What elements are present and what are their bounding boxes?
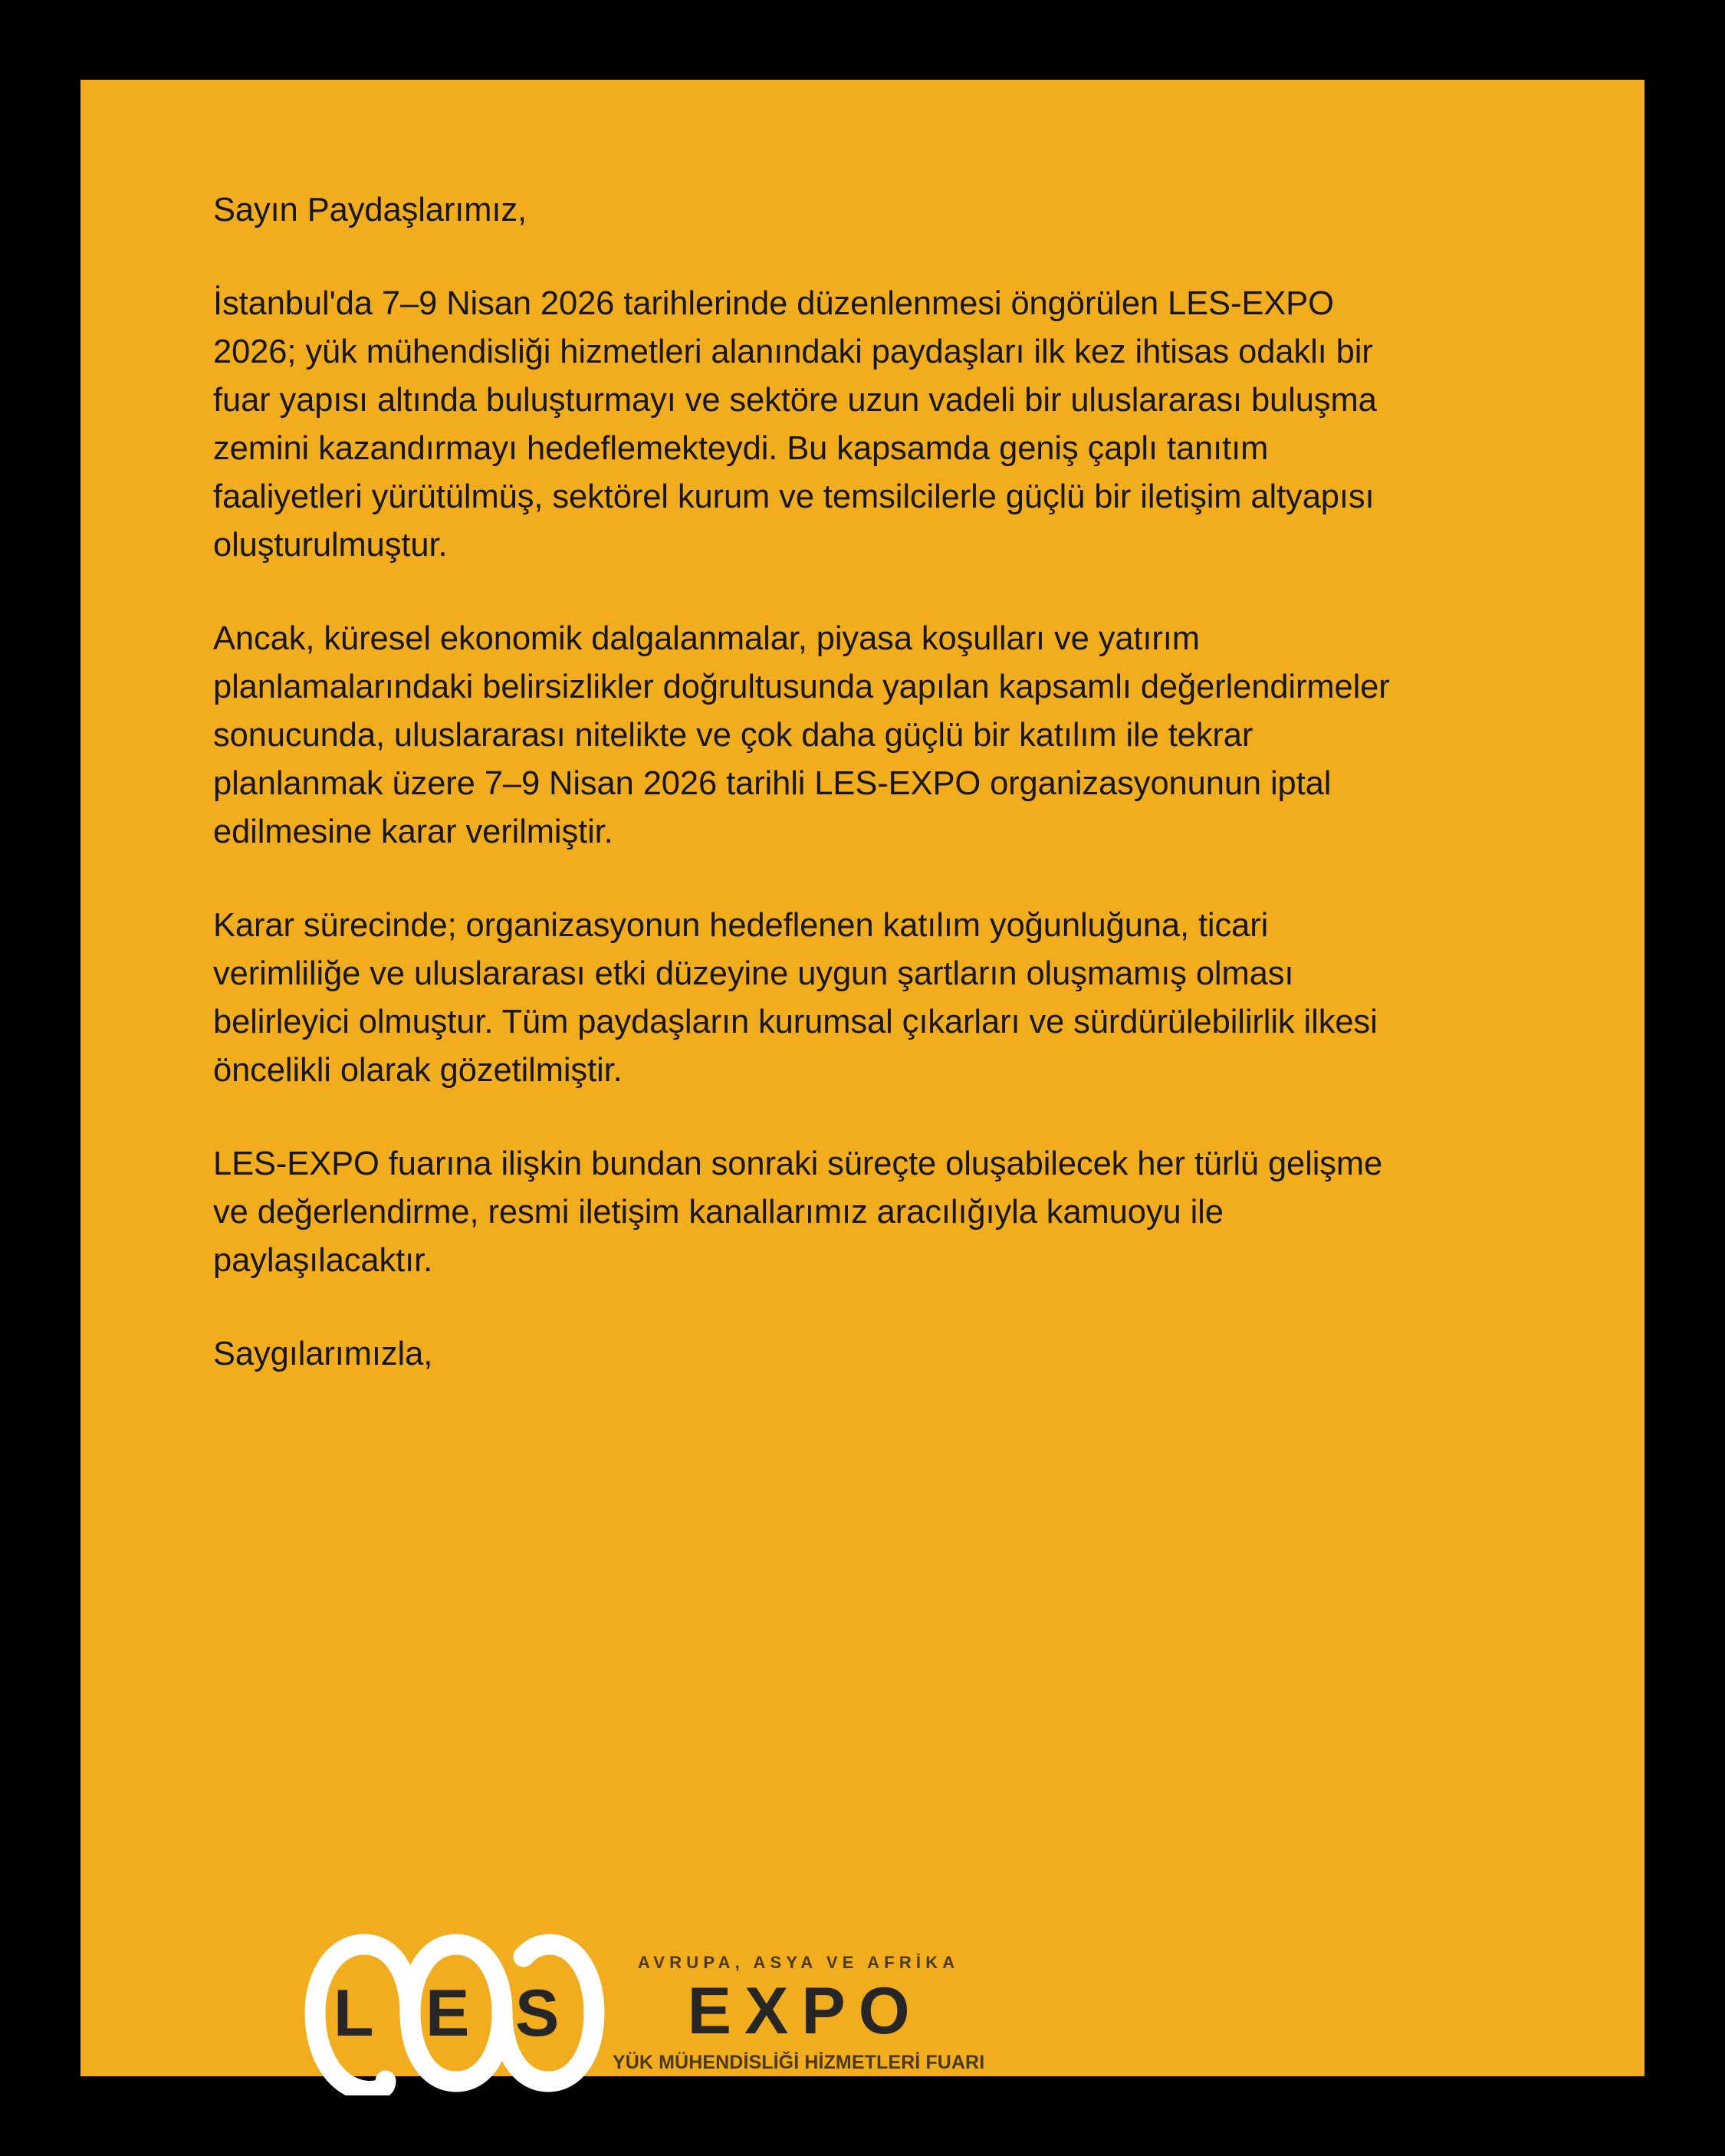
logo-bottom-tagline: YÜK MÜHENDİSLİĞİ HİZMETLERİ FUARI bbox=[613, 2051, 985, 2073]
logo-top-tagline: AVRUPA, ASYA VE AFRİKA bbox=[637, 1952, 960, 1972]
les-loops-icon bbox=[303, 1931, 610, 2095]
svg-text:L: L bbox=[334, 1977, 374, 2050]
letter-closing: Saygılarımızla, bbox=[213, 1336, 433, 1372]
logo-wordmark bbox=[613, 1931, 984, 2095]
letter-paragraph-1: İstanbul'da 7–9 Nisan 2026 tarihlerinde düzenlenmesi öngörülen LES-EXPO 2026; yük mühendisliği hizmetleri alanındaki paydaşları ilk kez ihtisas odaklı bir fuar yapısı altında buluşturmayı ve sektöre uzun vadeli bir uluslararası buluşma zemini kazandırmayı hedeflemekteydi. Bu kapsamda geniş çaplı tanıtım faaliyetleri yürütülmüş, sektörel kurum ve temsilcilerle güçlü bir iletişim altyapısı oluşturulmuştur. bbox=[213, 285, 1377, 564]
announcement-card bbox=[80, 80, 1644, 2076]
letter-greeting: Sayın Paydaşlarımız, bbox=[213, 192, 527, 228]
letter-body bbox=[213, 186, 1424, 1379]
svg-text:S: S bbox=[515, 1977, 560, 2050]
letter-paragraph-4: LES-EXPO fuarına ilişkin bundan sonraki süreçte oluşabilecek her türlü gelişme ve değerlendirme, resmi iletişim kanallarımız aracılığıyla kamuoyu ile paylaşılacaktır. bbox=[213, 1145, 1383, 1279]
les-expo-logo bbox=[303, 1931, 984, 2095]
letter-paragraph-3: Karar sürecinde; organizasyonun hedeflenen katılım yoğunluğuna, ticari verimliliğe ve uluslararası etki düzeyine uygun şartların oluşmamış olması belirleyici olmuştur. Tüm paydaşların kurumsal çıkarları ve sürdürülebilirlik ilkesi öncelikli olarak gözetilmiştir. bbox=[213, 907, 1378, 1089]
svg-text:E: E bbox=[426, 1977, 470, 2050]
letter-paragraph-2: Ancak, küresel ekonomik dalgalanmalar, piyasa koşulları ve yatırım planlamalarındaki belirsizlikler doğrultusunda yapılan kapsamlı değerlendirmeler sonucunda, uluslararası nitelikte ve çok daha güçlü bir katılım ile tekrar planlanmak üzere 7–9 Nisan 2026 tarihli LES-EXPO organizasyonunun iptal edilmesine karar verilmiştir. bbox=[213, 620, 1390, 850]
logo-expo-text: EXPO bbox=[687, 1974, 923, 2048]
